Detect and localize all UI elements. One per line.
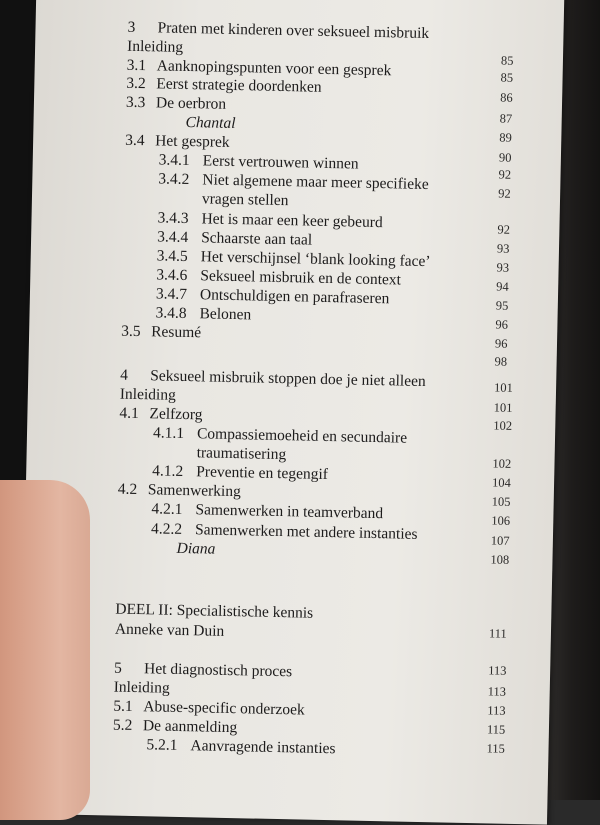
toc-number: 3.5 [121,322,141,341]
toc-title: Niet algemene maar meer specifieke [202,171,429,194]
toc-number: 4.1 [119,404,140,423]
toc-title: Compassiemoeheid en secundaire [196,425,408,447]
toc-number: 5.2 [112,716,133,734]
thumb [0,480,90,820]
toc-number: 3.4 [125,131,145,150]
toc-title: Belonen [199,305,252,324]
toc-title: vragen stellen [201,190,289,210]
toc-title: Schaarste aan taal [200,229,313,249]
toc-number: 3.3 [125,93,146,112]
toc-title: Ontschuldigen en parafraseren [199,286,390,308]
toc-number: 3.1 [126,56,147,75]
toc-title: Seksueel misbruik en de context [200,267,402,289]
toc-page: 92 [497,222,511,237]
toc-title: DEEL II: Specialistische kennis [115,600,314,622]
toc-page: 111 [488,626,507,641]
toc-title: Samenwerken met andere instanties [194,521,418,543]
toc-page: 96 [494,336,508,351]
toc-title: Abuse-specific onderzoek [143,698,305,719]
toc-number: 3.4.1 [158,151,190,170]
toc-page: 102 [493,418,513,433]
toc-page: 101 [493,400,513,415]
toc-title: Inleiding [126,37,184,56]
toc-title: Eerst vertrouwen winnen [202,152,359,173]
toc-page: 105 [491,494,511,509]
toc-title: Anneke van Duin [114,620,225,640]
toc-title: Eerst strategie doordenken [156,75,322,96]
toc-page: 96 [495,317,509,332]
toc-number: 3.4.2 [158,170,190,189]
toc-number: 3.4.8 [155,304,187,323]
toc-page: 113 [487,684,507,699]
toc-title: De aanmelding [142,717,238,737]
toc-page: 87 [499,111,513,126]
toc-title: De oerbron [155,94,227,113]
toc-title: Diana [176,539,216,558]
book-page [19,0,564,825]
toc-page: 115 [486,722,506,737]
toc-page: 113 [487,703,506,718]
toc-title: Seksueel misbruik stoppen doe je niet alleen [150,367,426,391]
toc-page: 93 [496,260,510,275]
toc-number: 3.4.6 [156,266,188,285]
toc-title: Het diagnostisch proces [143,660,293,681]
toc-number: 3.4.4 [156,228,189,247]
toc-title: Inleiding [119,385,177,404]
toc-page: 104 [491,475,511,490]
toc-number: 3.4.5 [156,247,188,266]
toc-page: 85 [500,53,514,68]
toc-page: 106 [491,513,511,528]
toc-page: 89 [499,130,512,145]
toc-number: 3.2 [126,74,146,93]
toc-number: 4.2.1 [151,500,183,518]
toc-title: Praten met kinderen over seksueel misbruik [157,19,430,43]
toc-number: 4 [120,366,129,384]
toc-number: 3.4.3 [157,209,189,228]
toc-title: Het gesprek [155,132,230,151]
toc-title: Chantal [185,113,236,133]
table-of-contents [19,0,564,825]
toc-page: 92 [498,167,512,182]
toc-number: 4.1.2 [152,462,184,480]
toc-number: 5.2.1 [146,736,178,754]
toc-number: 4.1.1 [152,424,185,442]
toc-page: 95 [495,298,509,313]
toc-page: 113 [488,663,507,678]
toc-title: Inleiding [113,678,170,697]
toc-title: Samenwerken in teamverband [195,501,384,523]
toc-number: 4.2.2 [150,520,183,538]
toc-page: 108 [490,552,510,567]
toc-page: 98 [494,354,508,369]
toc-page: 107 [490,533,510,548]
toc-title: traumatisering [196,444,287,464]
toc-page: 86 [500,90,513,105]
toc-title: Samenwerking [147,481,242,501]
toc-page: 93 [496,241,510,256]
toc-title: Preventie en tegengif [196,463,329,484]
toc-title: Aanknopingspunten voor een gesprek [156,57,392,80]
toc-number: 3.4.7 [155,285,188,304]
toc-page: 85 [500,70,514,85]
toc-page: 92 [498,186,511,201]
toc-page: 115 [486,741,505,756]
toc-page: 101 [493,380,513,395]
toc-number: 4.2 [117,480,138,499]
toc-title: Het verschijnsel ‘blank looking face’ [200,248,431,271]
toc-number: 5 [113,659,123,677]
toc-number: 3 [127,18,136,36]
toc-number: 5.1 [113,697,133,715]
toc-page: 102 [492,456,512,471]
toc-title: Het is maar een keer gebeurd [201,210,383,232]
toc-page: 94 [496,279,509,294]
toc-page: 90 [498,150,512,165]
toc-title: Resumé [151,323,202,342]
toc-title: Zelfzorg [149,405,203,424]
toc-title: Aanvragende instanties [190,737,336,758]
